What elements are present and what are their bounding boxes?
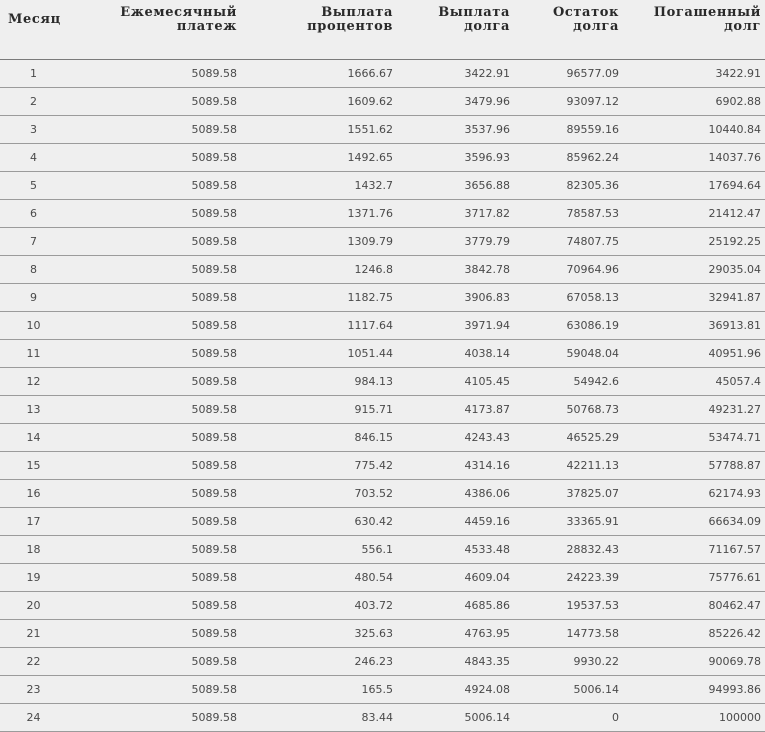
month-cell: 12 (0, 368, 67, 396)
table-row (0, 200, 765, 228)
principal-payment-cell: 4924.08 (397, 676, 514, 704)
header-remaining-balance: Остаток долга (514, 0, 623, 60)
principal-payment-cell: 3479.96 (397, 88, 514, 116)
table-row (0, 228, 765, 256)
monthly-payment-cell: 5089.58 (67, 88, 241, 116)
month-cell: 10 (0, 312, 67, 340)
remaining-balance-cell: 19537.53 (514, 592, 623, 620)
repaid-debt-cell: 75776.61 (623, 564, 765, 592)
principal-payment-cell: 4685.86 (397, 592, 514, 620)
month-cell: 24 (0, 704, 67, 732)
interest-payment-cell: 1666.67 (241, 60, 397, 88)
principal-payment-cell: 4173.87 (397, 396, 514, 424)
table-row (0, 144, 765, 172)
table-row (0, 172, 765, 200)
repaid-debt-cell: 40951.96 (623, 340, 765, 368)
remaining-balance-cell: 46525.29 (514, 424, 623, 452)
interest-payment-cell: 246.23 (241, 648, 397, 676)
principal-payment-cell: 4459.16 (397, 508, 514, 536)
monthly-payment-cell: 5089.58 (67, 340, 241, 368)
table-row (0, 620, 765, 648)
monthly-payment-cell: 5089.58 (67, 172, 241, 200)
remaining-balance-cell: 54942.6 (514, 368, 623, 396)
repaid-debt-cell: 45057.4 (623, 368, 765, 396)
repaid-debt-cell: 94993.86 (623, 676, 765, 704)
repaid-debt-cell: 85226.42 (623, 620, 765, 648)
interest-payment-cell: 775.42 (241, 452, 397, 480)
remaining-balance-cell: 37825.07 (514, 480, 623, 508)
interest-payment-cell: 1051.44 (241, 340, 397, 368)
monthly-payment-cell: 5089.58 (67, 144, 241, 172)
principal-payment-cell: 5006.14 (397, 704, 514, 732)
repaid-debt-cell: 66634.09 (623, 508, 765, 536)
principal-payment-cell: 4314.16 (397, 452, 514, 480)
principal-payment-cell: 4386.06 (397, 480, 514, 508)
month-cell: 15 (0, 452, 67, 480)
remaining-balance-cell: 70964.96 (514, 256, 623, 284)
repaid-debt-cell: 49231.27 (623, 396, 765, 424)
monthly-payment-cell: 5089.58 (67, 312, 241, 340)
monthly-payment-cell: 5089.58 (67, 200, 241, 228)
table-row (0, 480, 765, 508)
monthly-payment-cell: 5089.58 (67, 536, 241, 564)
principal-payment-cell: 4609.04 (397, 564, 514, 592)
month-cell: 19 (0, 564, 67, 592)
month-cell: 8 (0, 256, 67, 284)
repaid-debt-cell: 29035.04 (623, 256, 765, 284)
month-cell: 5 (0, 172, 67, 200)
principal-payment-cell: 4843.35 (397, 648, 514, 676)
repaid-debt-cell: 80462.47 (623, 592, 765, 620)
principal-payment-cell: 3779.79 (397, 228, 514, 256)
monthly-payment-cell: 5089.58 (67, 648, 241, 676)
monthly-payment-cell: 5089.58 (67, 592, 241, 620)
month-cell: 11 (0, 340, 67, 368)
interest-payment-cell: 556.1 (241, 536, 397, 564)
table-row (0, 284, 765, 312)
table-row (0, 676, 765, 704)
table-row (0, 60, 765, 88)
repaid-debt-cell: 53474.71 (623, 424, 765, 452)
header-repaid-debt: Погашенный долг (623, 0, 765, 60)
remaining-balance-cell: 50768.73 (514, 396, 623, 424)
principal-payment-cell: 3717.82 (397, 200, 514, 228)
month-cell: 22 (0, 648, 67, 676)
principal-payment-cell: 4243.43 (397, 424, 514, 452)
principal-payment-cell: 4105.45 (397, 368, 514, 396)
remaining-balance-cell: 42211.13 (514, 452, 623, 480)
remaining-balance-cell: 96577.09 (514, 60, 623, 88)
month-cell: 3 (0, 116, 67, 144)
interest-payment-cell: 83.44 (241, 704, 397, 732)
month-cell: 4 (0, 144, 67, 172)
month-cell: 7 (0, 228, 67, 256)
month-cell: 6 (0, 200, 67, 228)
remaining-balance-cell: 33365.91 (514, 508, 623, 536)
remaining-balance-cell: 9930.22 (514, 648, 623, 676)
repaid-debt-cell: 71167.57 (623, 536, 765, 564)
table-row (0, 704, 765, 732)
table-row (0, 340, 765, 368)
month-cell: 1 (0, 60, 67, 88)
remaining-balance-cell: 78587.53 (514, 200, 623, 228)
remaining-balance-cell: 63086.19 (514, 312, 623, 340)
principal-payment-cell: 4763.95 (397, 620, 514, 648)
interest-payment-cell: 915.71 (241, 396, 397, 424)
month-cell: 2 (0, 88, 67, 116)
interest-payment-cell: 1182.75 (241, 284, 397, 312)
repaid-debt-cell: 100000 (623, 704, 765, 732)
table-header (0, 0, 765, 60)
monthly-payment-cell: 5089.58 (67, 116, 241, 144)
table-body (0, 60, 765, 732)
remaining-balance-cell: 5006.14 (514, 676, 623, 704)
interest-payment-cell: 1309.79 (241, 228, 397, 256)
interest-payment-cell: 1492.65 (241, 144, 397, 172)
remaining-balance-cell: 24223.39 (514, 564, 623, 592)
principal-payment-cell: 4038.14 (397, 340, 514, 368)
repaid-debt-cell: 3422.91 (623, 60, 765, 88)
interest-payment-cell: 984.13 (241, 368, 397, 396)
repaid-debt-cell: 10440.84 (623, 116, 765, 144)
repaid-debt-cell: 90069.78 (623, 648, 765, 676)
table-row (0, 396, 765, 424)
table-row (0, 116, 765, 144)
header-month: Месяц (0, 0, 67, 60)
monthly-payment-cell: 5089.58 (67, 508, 241, 536)
monthly-payment-cell: 5089.58 (67, 284, 241, 312)
table-row (0, 368, 765, 396)
principal-payment-cell: 3422.91 (397, 60, 514, 88)
interest-payment-cell: 1432.7 (241, 172, 397, 200)
remaining-balance-cell: 82305.36 (514, 172, 623, 200)
interest-payment-cell: 1246.8 (241, 256, 397, 284)
header-row (0, 0, 765, 60)
principal-payment-cell: 3906.83 (397, 284, 514, 312)
remaining-balance-cell: 14773.58 (514, 620, 623, 648)
monthly-payment-cell: 5089.58 (67, 60, 241, 88)
monthly-payment-cell: 5089.58 (67, 228, 241, 256)
interest-payment-cell: 480.54 (241, 564, 397, 592)
month-cell: 17 (0, 508, 67, 536)
interest-payment-cell: 1371.76 (241, 200, 397, 228)
table-row (0, 648, 765, 676)
month-cell: 20 (0, 592, 67, 620)
repaid-debt-cell: 25192.25 (623, 228, 765, 256)
monthly-payment-cell: 5089.58 (67, 368, 241, 396)
remaining-balance-cell: 74807.75 (514, 228, 623, 256)
table-row (0, 88, 765, 116)
month-cell: 18 (0, 536, 67, 564)
table-row (0, 536, 765, 564)
principal-payment-cell: 3537.96 (397, 116, 514, 144)
repaid-debt-cell: 62174.93 (623, 480, 765, 508)
month-cell: 16 (0, 480, 67, 508)
principal-payment-cell: 3656.88 (397, 172, 514, 200)
repaid-debt-cell: 6902.88 (623, 88, 765, 116)
monthly-payment-cell: 5089.58 (67, 452, 241, 480)
remaining-balance-cell: 0 (514, 704, 623, 732)
interest-payment-cell: 1609.62 (241, 88, 397, 116)
interest-payment-cell: 165.5 (241, 676, 397, 704)
table-row (0, 592, 765, 620)
repaid-debt-cell: 36913.81 (623, 312, 765, 340)
table-row (0, 508, 765, 536)
monthly-payment-cell: 5089.58 (67, 396, 241, 424)
remaining-balance-cell: 59048.04 (514, 340, 623, 368)
month-cell: 23 (0, 676, 67, 704)
monthly-payment-cell: 5089.58 (67, 620, 241, 648)
month-cell: 9 (0, 284, 67, 312)
header-interest-payment: Выплата процентов (241, 0, 397, 60)
monthly-payment-cell: 5089.58 (67, 424, 241, 452)
monthly-payment-cell: 5089.58 (67, 704, 241, 732)
table-row (0, 312, 765, 340)
interest-payment-cell: 403.72 (241, 592, 397, 620)
principal-payment-cell: 3596.93 (397, 144, 514, 172)
principal-payment-cell: 4533.48 (397, 536, 514, 564)
remaining-balance-cell: 85962.24 (514, 144, 623, 172)
remaining-balance-cell: 89559.16 (514, 116, 623, 144)
interest-payment-cell: 325.63 (241, 620, 397, 648)
interest-payment-cell: 1551.62 (241, 116, 397, 144)
repaid-debt-cell: 17694.64 (623, 172, 765, 200)
monthly-payment-cell: 5089.58 (67, 480, 241, 508)
month-cell: 13 (0, 396, 67, 424)
table-row (0, 424, 765, 452)
remaining-balance-cell: 67058.13 (514, 284, 623, 312)
interest-payment-cell: 630.42 (241, 508, 397, 536)
monthly-payment-cell: 5089.58 (67, 256, 241, 284)
header-monthly-payment: Ежемесячный платеж (67, 0, 241, 60)
header-principal-payment: Выплата долга (397, 0, 514, 60)
repaid-debt-cell: 32941.87 (623, 284, 765, 312)
table-row (0, 564, 765, 592)
monthly-payment-cell: 5089.58 (67, 676, 241, 704)
interest-payment-cell: 703.52 (241, 480, 397, 508)
repaid-debt-cell: 57788.87 (623, 452, 765, 480)
month-cell: 14 (0, 424, 67, 452)
remaining-balance-cell: 93097.12 (514, 88, 623, 116)
interest-payment-cell: 1117.64 (241, 312, 397, 340)
table-row (0, 452, 765, 480)
month-cell: 21 (0, 620, 67, 648)
remaining-balance-cell: 28832.43 (514, 536, 623, 564)
principal-payment-cell: 3971.94 (397, 312, 514, 340)
table-row (0, 256, 765, 284)
principal-payment-cell: 3842.78 (397, 256, 514, 284)
interest-payment-cell: 846.15 (241, 424, 397, 452)
repaid-debt-cell: 21412.47 (623, 200, 765, 228)
repaid-debt-cell: 14037.76 (623, 144, 765, 172)
monthly-payment-cell: 5089.58 (67, 564, 241, 592)
